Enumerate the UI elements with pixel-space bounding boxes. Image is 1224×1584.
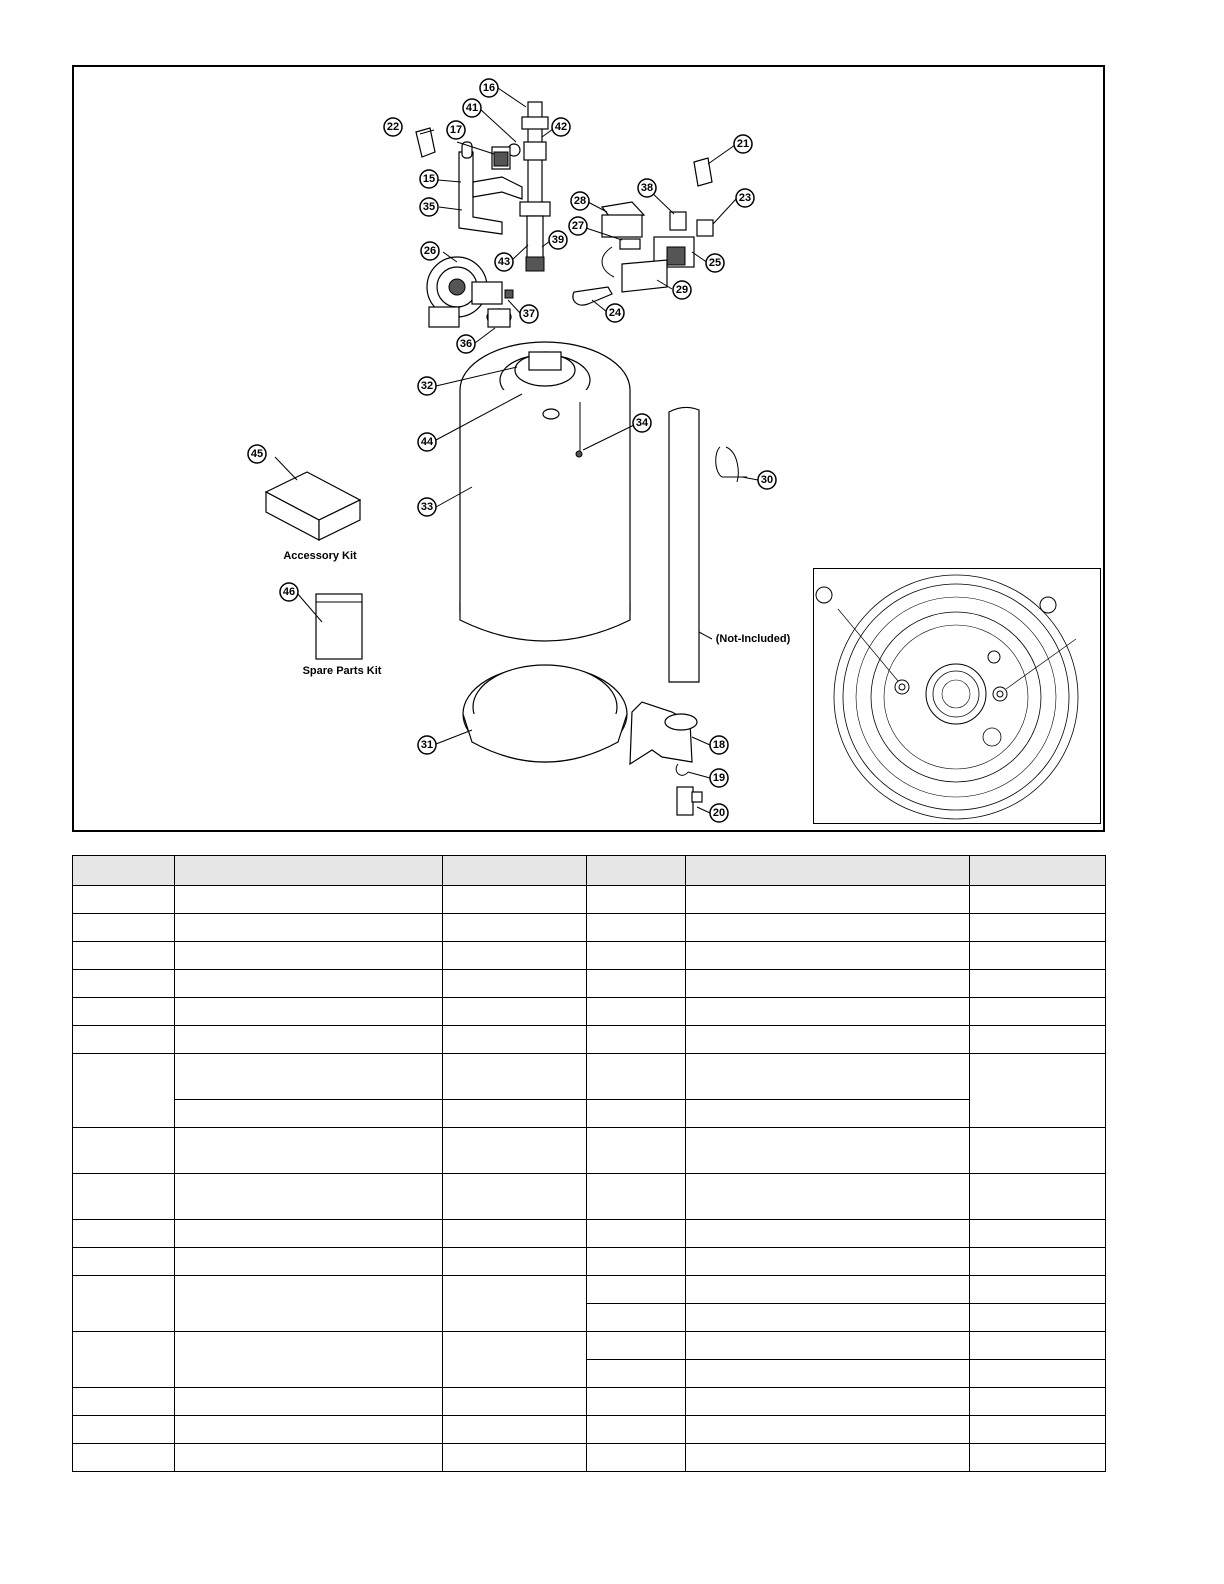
svg-text:35: 35: [422, 201, 436, 213]
callout-31: [418, 736, 436, 754]
svg-text:36: 36: [459, 338, 473, 350]
table-row: [73, 1100, 1106, 1128]
callout-43: [495, 253, 513, 271]
callout-15: [420, 170, 438, 188]
callout-20: [710, 804, 728, 822]
svg-text:38: 38: [640, 182, 654, 194]
svg-text:29: 29: [675, 284, 689, 296]
table-row: [73, 914, 1106, 942]
spare-parts-kit-label: Spare Parts Kit: [302, 665, 382, 677]
table-row: [73, 1220, 1106, 1248]
svg-text:39: 39: [551, 234, 565, 246]
header-cell: [970, 856, 1106, 886]
svg-text:23: 23: [738, 192, 752, 204]
header-cell: [587, 856, 686, 886]
header-cell: [686, 856, 970, 886]
callout-42: [552, 118, 570, 136]
svg-text:45: 45: [250, 448, 264, 460]
svg-text:31: 31: [420, 739, 434, 751]
parts-list-table: [72, 855, 1106, 1472]
callout-30: [758, 471, 776, 489]
table-row: [73, 886, 1106, 914]
svg-text:21: 21: [736, 138, 750, 150]
accessory-kit-label: Accessory Kit: [283, 550, 357, 562]
callout-18: [710, 736, 728, 754]
callout-33: [418, 498, 436, 516]
svg-text:28: 28: [573, 195, 587, 207]
tank-body: [460, 342, 630, 641]
table-row: [73, 1248, 1106, 1276]
table-header-row: [73, 856, 1106, 886]
table-row: [73, 970, 1106, 998]
svg-text:17: 17: [449, 124, 463, 136]
callout-44: [418, 433, 436, 451]
callout-36: [457, 335, 475, 353]
svg-text:43: 43: [497, 256, 511, 268]
callout-27: [569, 217, 587, 235]
table-row: [73, 942, 1106, 970]
callout-16: [480, 79, 498, 97]
callout-28: [571, 192, 589, 210]
callout-34: [633, 414, 651, 432]
svg-text:16: 16: [482, 82, 496, 94]
svg-text:30: 30: [760, 474, 774, 486]
callout-41: [463, 99, 481, 117]
callout-17: [447, 121, 465, 139]
callout-35: [420, 198, 438, 216]
svg-text:27: 27: [571, 220, 585, 232]
callout-25: [706, 254, 724, 272]
table-row: [73, 1174, 1106, 1220]
svg-text:42: 42: [554, 121, 568, 133]
accessory-kit-box: [266, 472, 360, 540]
callout-26: [421, 242, 439, 260]
svg-text:46: 46: [282, 586, 296, 598]
svg-text:19: 19: [712, 772, 726, 784]
not-included-label: (Not-Included): [715, 633, 791, 645]
svg-text:20: 20: [712, 807, 726, 819]
callout-45: [248, 445, 266, 463]
svg-text:25: 25: [708, 257, 722, 269]
svg-text:24: 24: [608, 307, 622, 319]
callout-24: [606, 304, 624, 322]
svg-text:33: 33: [420, 501, 434, 513]
callout-21: [734, 135, 752, 153]
header-cell: [73, 856, 175, 886]
callout-46: [280, 583, 298, 601]
callout-37: [520, 305, 538, 323]
table-row: [73, 1416, 1106, 1444]
svg-text:34: 34: [635, 417, 649, 429]
svg-text:22: 22: [386, 121, 400, 133]
table-row: [73, 1128, 1106, 1174]
table-row: [73, 1332, 1106, 1360]
callout-19: [710, 769, 728, 787]
svg-text:18: 18: [712, 739, 726, 751]
callout-23: [736, 189, 754, 207]
table-row: [73, 998, 1106, 1026]
svg-text:32: 32: [420, 380, 434, 392]
svg-text:44: 44: [420, 436, 434, 448]
inset-drawing: [814, 569, 1099, 822]
svg-text:41: 41: [465, 102, 479, 114]
callout-32: [418, 377, 436, 395]
table-row: [73, 1054, 1106, 1100]
table-row: [73, 1026, 1106, 1054]
callout-38: [638, 179, 656, 197]
tank-top-inset-view: [813, 568, 1101, 824]
svg-text:37: 37: [522, 308, 536, 320]
header-cell: [175, 856, 443, 886]
callout-29: [673, 281, 691, 299]
table-row: [73, 1276, 1106, 1304]
table-row: [73, 1388, 1106, 1416]
header-cell: [443, 856, 587, 886]
svg-text:26: 26: [423, 245, 437, 257]
callout-39: [549, 231, 567, 249]
svg-text:15: 15: [422, 173, 436, 185]
table-row: [73, 1444, 1106, 1472]
base-pan: [463, 665, 702, 815]
spare-parts-kit-bag: [316, 594, 362, 659]
callout-22: [384, 118, 402, 136]
